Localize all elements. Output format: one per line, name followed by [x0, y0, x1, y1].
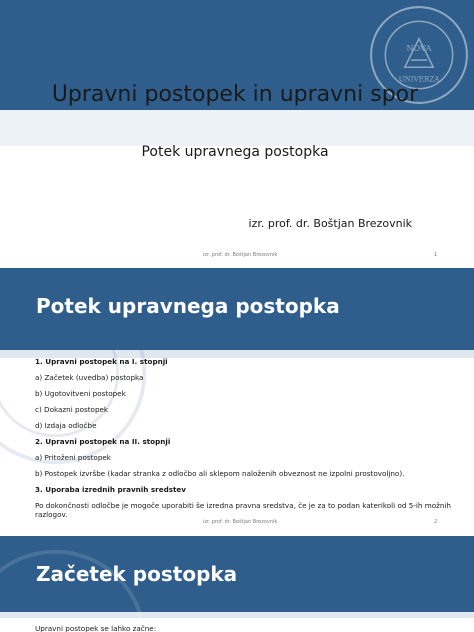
list-item: b) Postopek izvršbe (kadar stranka z odločbo ali sklepom naloženih obveznost ne izpolni prostovoljno).	[35, 469, 405, 478]
list-item: a) Pritoženi postopek	[35, 453, 111, 462]
list-item: 2. Upravni postopek na II. stopnji	[35, 437, 171, 446]
list-item: d) Izdaja odločbe	[35, 421, 97, 430]
slide-heading: Potek upravnega postopka	[36, 294, 340, 318]
list-item: c) Dokazni postopek	[35, 405, 109, 414]
slide-1[interactable]	[0, 0, 474, 262]
list-item: 1. Upravni postopek na I. stopnji	[35, 357, 168, 366]
outline-list	[35, 354, 455, 519]
page-number: 1	[434, 252, 438, 258]
author-name: izr. prof. dr. Boštjan Brezovnik	[248, 217, 412, 230]
watermark-seal-icon	[0, 546, 150, 632]
seal-text-univerza: UNIVERZA	[398, 74, 440, 84]
slide-3[interactable]	[0, 536, 474, 632]
slide-intro-text: Upravni postopek se lahko začne:	[35, 624, 157, 632]
presentation-title: Upravni postopek in upravni spor	[51, 82, 419, 107]
list-item: 3. Uporaba izrednih pravnih sredstev	[35, 485, 186, 494]
slide-footer: izr. prof. dr. Boštjan Brezovnik	[203, 519, 278, 525]
header-band-light	[0, 110, 474, 146]
page-number: 2	[434, 519, 438, 525]
slide-heading: Začetek postopka	[36, 562, 238, 586]
slide-2[interactable]	[0, 268, 474, 530]
slide-footer: izr. prof. dr. Boštjan Brezovnik	[203, 252, 278, 258]
list-item: Po dokončnosti odločbe je mogoče uporabiti še izredna pravna sredstva, če je za to podan katerikoli od 5-ih možnih razlogov.	[35, 501, 451, 519]
list-item: a) Začetek (uvedba) postopka	[35, 373, 144, 382]
seal-text-nova: NOVA	[406, 42, 432, 53]
presentation-subtitle: Potek upravnega postopka	[141, 144, 329, 160]
list-item: b) Ugotovitveni postopek	[35, 389, 126, 398]
